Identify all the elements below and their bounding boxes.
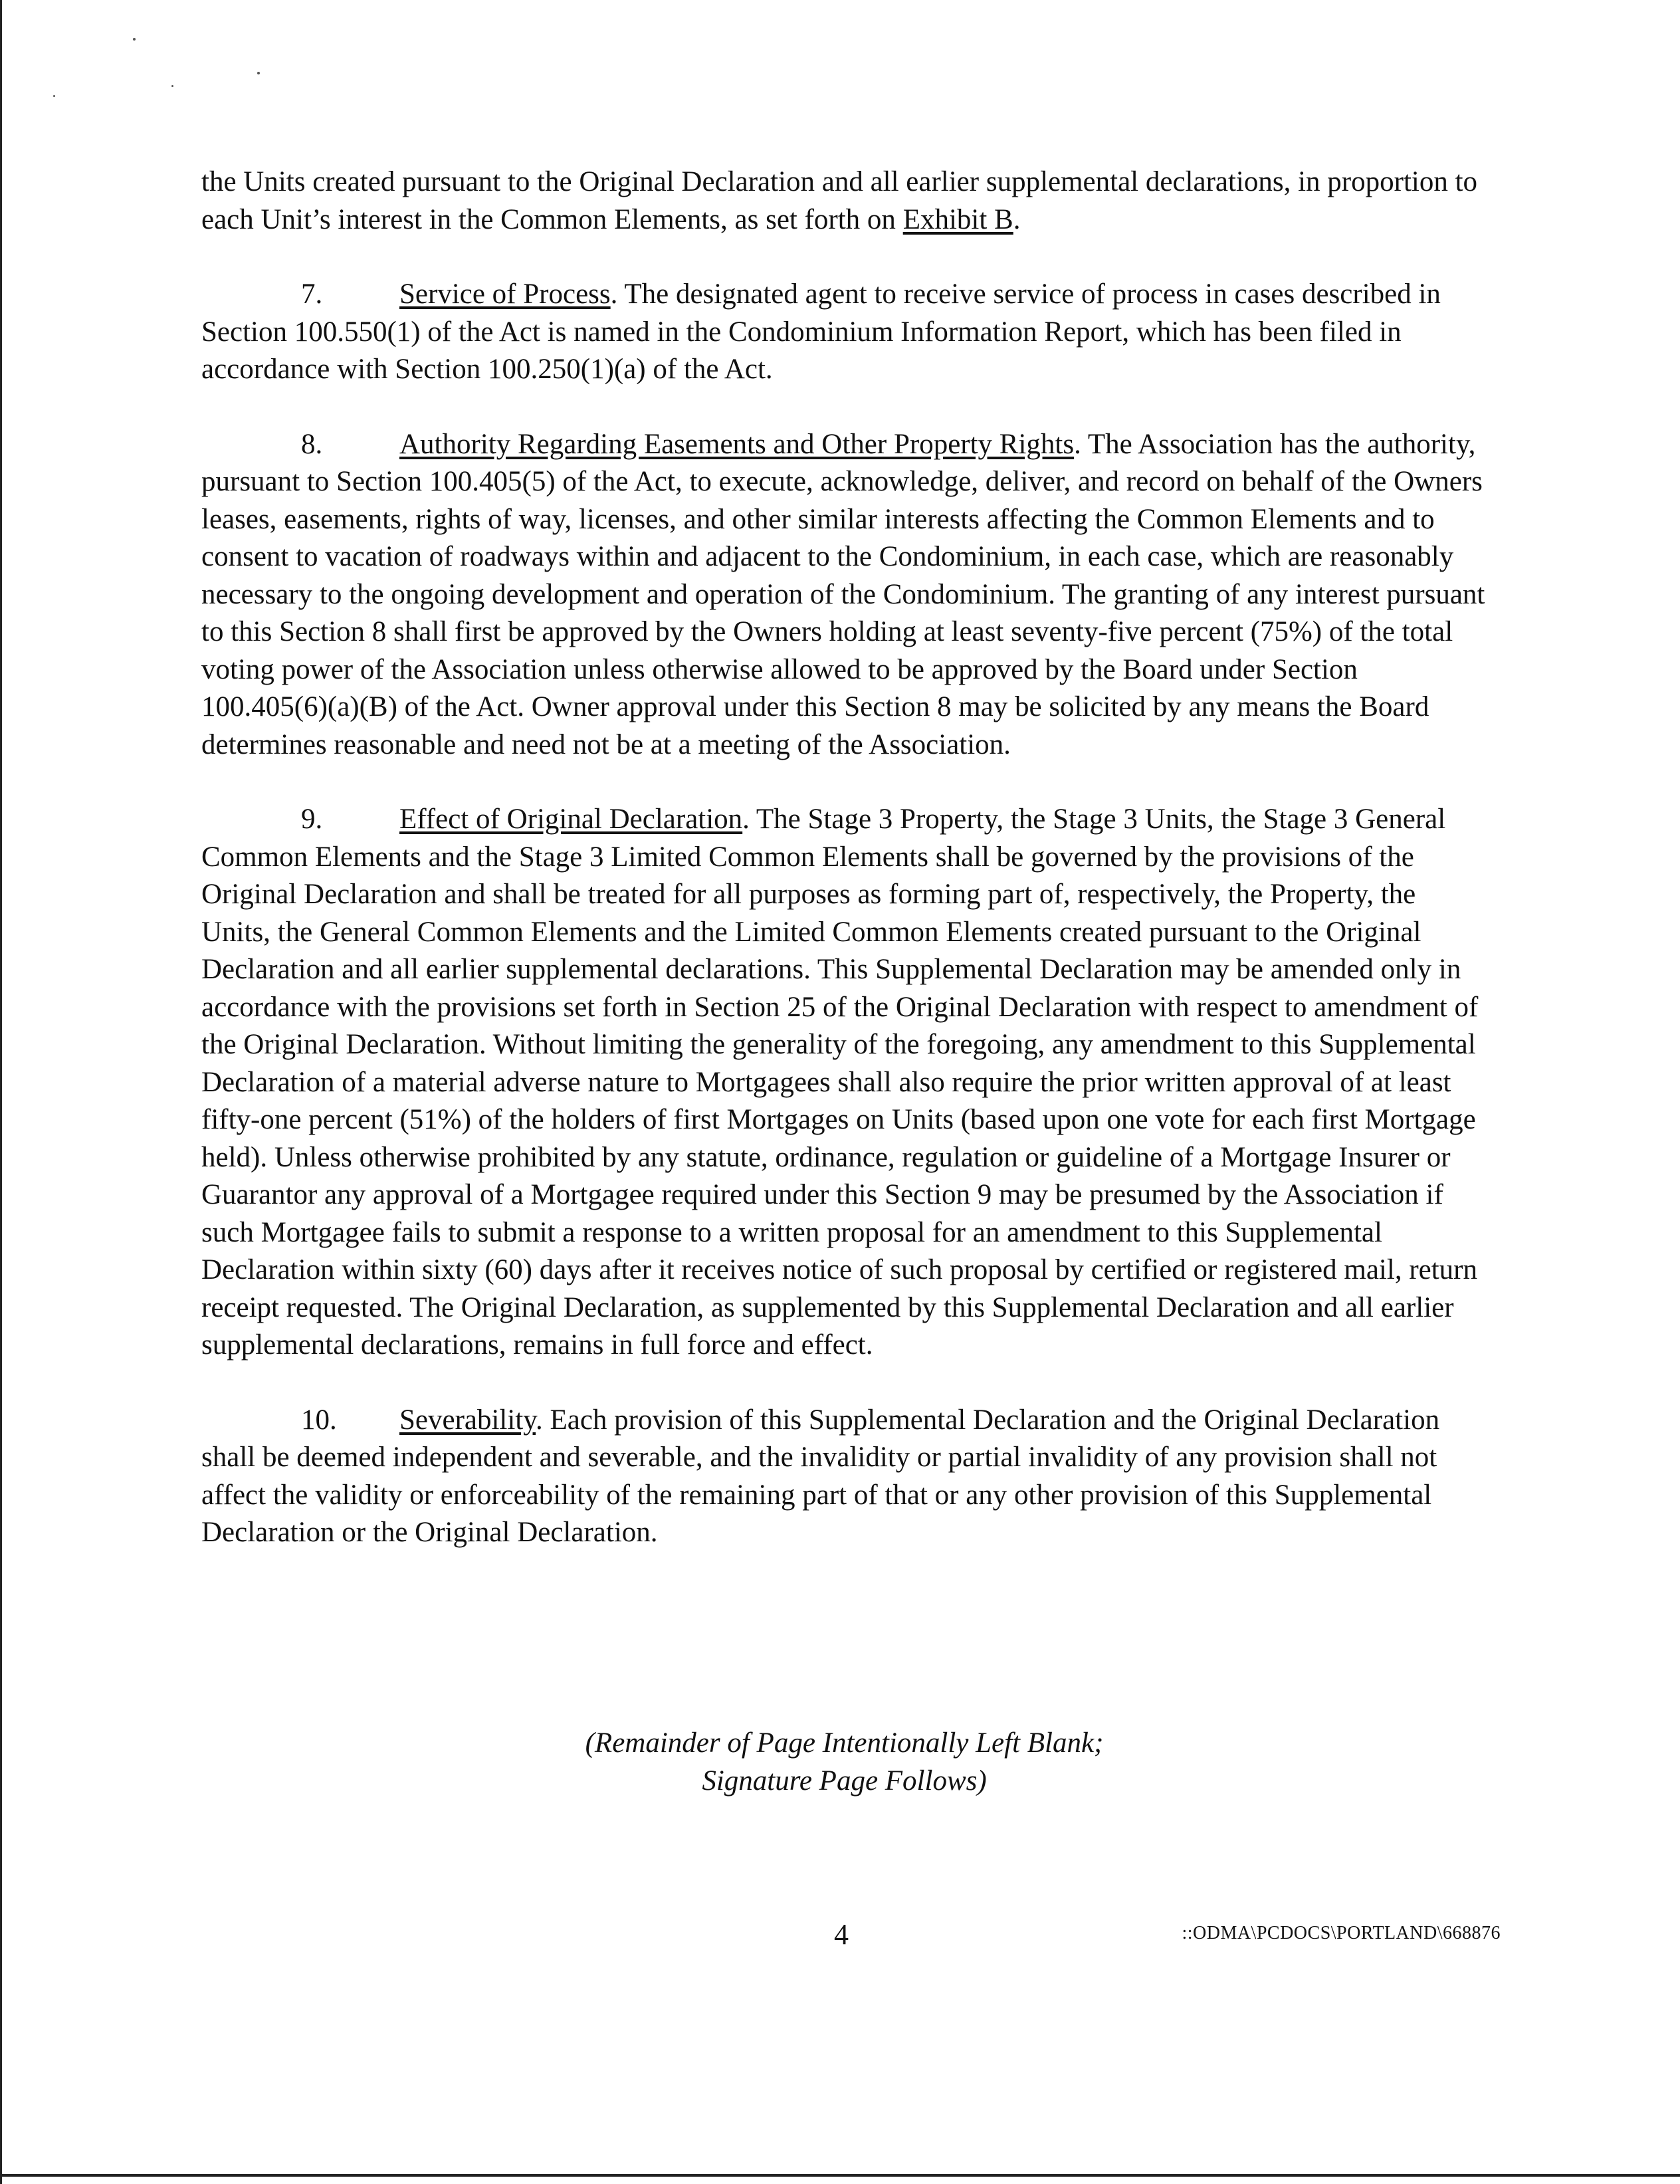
section-9-body: . The Stage 3 Property, the Stage 3 Units, the Stage 3 General Common Elements and the Stage 3 Limited Common Elements shall be governed by the provisions of the Original Declaration and shall be treated for all purposes as forming part of, respectively, the Property, the Units, the General Common Elements and the Limited Common Elements created pursuant to the Original Declaration and all earlier supplemental declarations. This Supplemental Declaration may be amended only in accordance with the provisions set forth in Section 25 of the Original Declaration with respect to amendment of the Original Declaration. Without limiting the generality of the foregoing, any amendment to this Supplemental Declaration of a material adverse nature to Mortgagees shall also require the prior written approval of at least fifty-one percent (51%) of the holders of first Mortgages on Units (based upon one vote for each first Mortgage held). Unless otherwise prohibited by any statute, ordinance, regulation or guideline of a Mortgage Insurer or Guarantor any approval of a Mortgagee required under this Section 9 may be presumed by the Association if such Mortgagee fails to submit a response to a written proposal for an amendment to this Supplemental Declaration within sixty (60) days after it receives notice of such proposal by certified or registered mail, return receipt requested. The Original Declaration, as supplemented by this Supplemental Declaration and all earlier supplemental declarations, remains in full force and effect. bbox=[201, 804, 1479, 1361]
section-7-heading: Service of Process bbox=[399, 278, 611, 310]
section-8-paragraph bbox=[201, 426, 1487, 764]
section-8-body: . The Association has the authority, pursuant to Section 100.405(5) of the Act, to execute, acknowledge, deliver, and record on behalf of the Owners leases, easements, rights of way, licenses, and other similar interests affecting the Common Elements and to consent to vacation of roadways within and adjacent to the Condominium, in each case, which are reasonably necessary to the ongoing development and operation of the Condominium. The granting of any interest pursuant to this Section 8 shall first be approved by the Owners holding at least seventy-five percent (75%) of the total voting power of the Association unless otherwise allowed to be approved by the Board under Section 100.405(6)(a)(B) of the Act. Owner approval under this Section 8 may be solicited by any means the Board determines reasonable and need not be at a meeting of the Association. bbox=[201, 428, 1485, 760]
intro-text: the Units created pursuant to the Original Declaration and all earlier supplemental declarations, in proportion to each Unit’s interest in the Common Elements, as set forth on bbox=[201, 166, 1478, 235]
intro-period: . bbox=[1013, 203, 1021, 235]
document-id: ::ODMA\PCDOCS\PORTLAND\668876 bbox=[1182, 1923, 1501, 1943]
scan-speck bbox=[133, 38, 136, 41]
section-10-number: 10. bbox=[301, 1404, 337, 1436]
closing-line-2: Signature Page Follows) bbox=[702, 1765, 987, 1797]
section-9-heading: Effect of Original Declaration bbox=[399, 804, 743, 835]
closing-line-1: (Remainder of Page Intentionally Left Blank; bbox=[585, 1727, 1104, 1759]
scan-speck bbox=[53, 95, 55, 97]
document-body bbox=[201, 164, 1487, 1589]
section-10-heading: Severability bbox=[399, 1404, 536, 1436]
section-9-number: 9. bbox=[301, 804, 323, 835]
section-7-number: 7. bbox=[301, 278, 323, 310]
page-number: 4 bbox=[834, 1918, 849, 1951]
intro-paragraph bbox=[201, 164, 1487, 239]
section-7-paragraph bbox=[201, 276, 1487, 389]
section-8-heading: Authority Regarding Easements and Other Property Rights bbox=[399, 428, 1075, 460]
section-7-body: . The designated agent to receive service of process in cases described in Section 100.550(1) of the Act is named in the Condominium Information Report, which has been filed in accordance with Section 100.250(1)(a) of the Act. bbox=[201, 278, 1441, 385]
scan-left-border bbox=[0, 0, 2, 2184]
closing-note bbox=[201, 1724, 1487, 1800]
section-9-paragraph bbox=[201, 801, 1487, 1365]
exhibit-b-reference: Exhibit B bbox=[902, 203, 1013, 235]
section-10-paragraph bbox=[201, 1402, 1487, 1552]
scan-bottom-border bbox=[0, 2174, 1680, 2177]
section-8-number: 8. bbox=[301, 428, 323, 460]
scan-speck bbox=[257, 72, 260, 74]
scan-speck bbox=[171, 85, 173, 87]
section-10-body: . Each provision of this Supplemental Declaration and the Original Declaration shall be deemed independent and severable, and the invalidity or partial invalidity of any provision shall not affect the validity or enforceability of the remaining part of that or any other provision of this Supplemental Declaration or the Original Declaration. bbox=[201, 1404, 1440, 1548]
